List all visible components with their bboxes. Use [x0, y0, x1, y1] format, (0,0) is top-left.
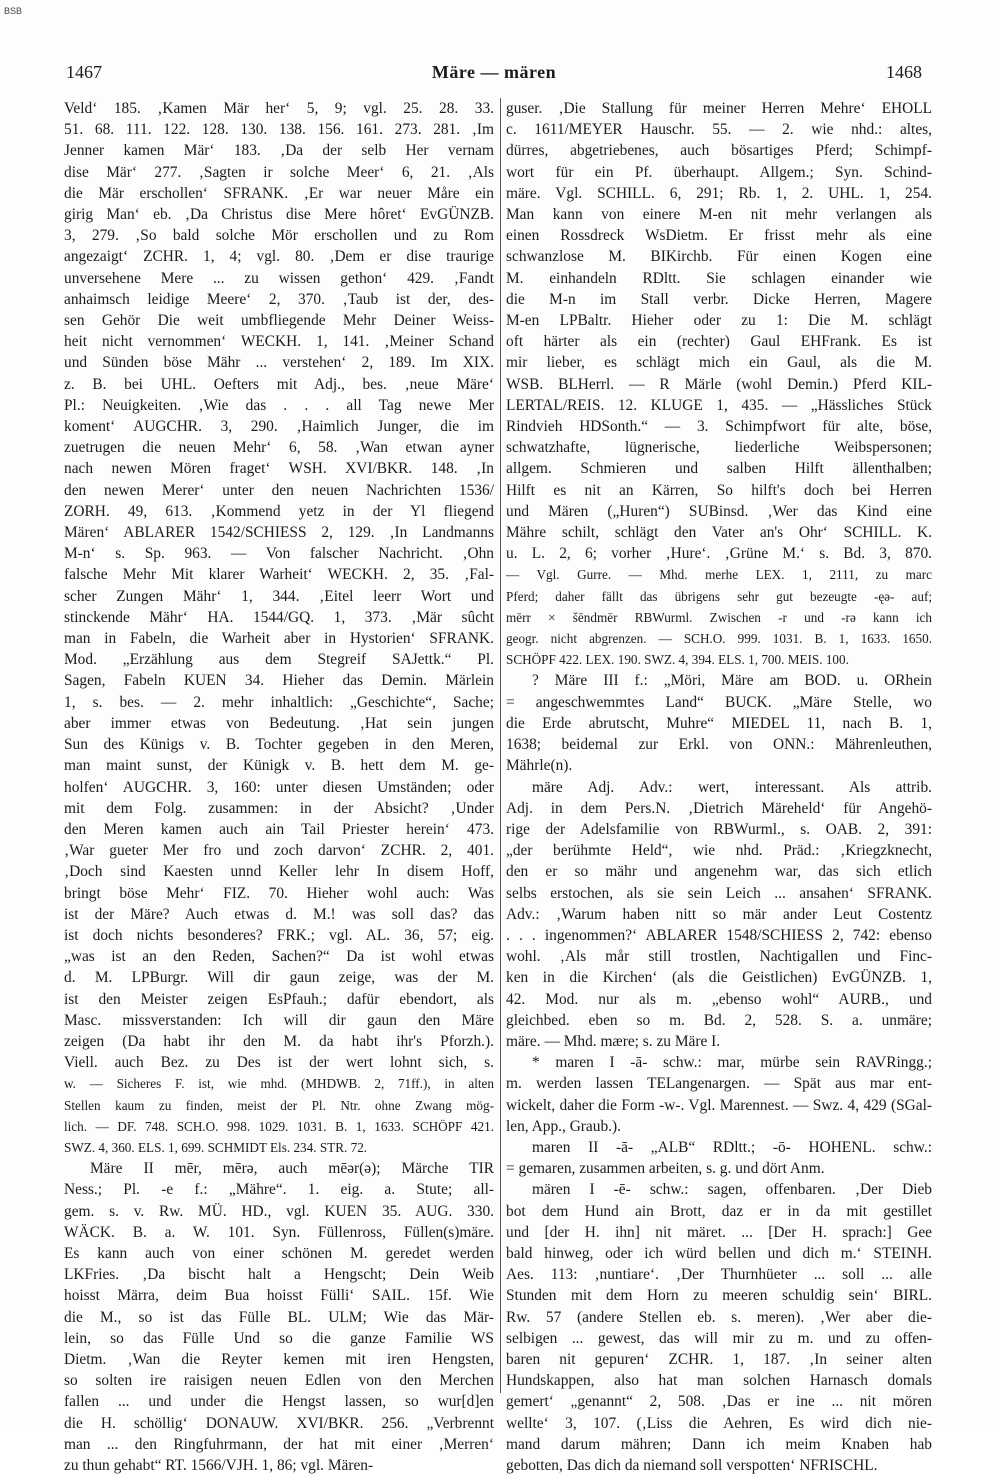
- text-line: angezaigt‘ ZCHR. 1, 4; vgl. 80. ‚Dem er dise traurige: [64, 248, 494, 266]
- text-line: m. werden lassen TELangenargen. — Spät aus mar ent-: [506, 1075, 932, 1093]
- text-line: die Erde abrutscht, Muhre“ MIEDEL 11, nach B. 1,: [506, 714, 932, 732]
- page-number-left: 1467: [66, 62, 102, 82]
- text-line: Dietm. ‚Wan die Reyter kemen mit iren Hengsten,: [64, 1350, 494, 1368]
- text-line: = angeschwemmtes Land“ BUCK. „Märe Stelle, wo: [506, 693, 932, 711]
- text-line: len, App., Graub.).: [506, 1117, 621, 1135]
- left-column: [64, 98, 494, 1474]
- text-line: die M-n im Stall verbr. Dicke Herren, Magere: [506, 290, 932, 308]
- text-line: bald hinweg, oder ich würd bellen und dich m.‘ STEINH.: [506, 1244, 932, 1262]
- text-line: den er so mähr und angenehm war, das sich etlich: [506, 863, 932, 881]
- text-line: bot dem Hund ain Brott, daz er in da mit gestillet: [506, 1202, 932, 1220]
- text-line: nach newen Mören fraget‘ WSH. XVI/BKR. 148. ‚In: [64, 460, 494, 478]
- text-line: mir lieber, es schlägt mich ein Gaul, als die M.: [506, 354, 932, 372]
- text-line: ist der Märe? Auch etwas d. M.! was soll das? das: [64, 905, 494, 923]
- text-line: zu thun gehabt“ RT. 1566/VJH. 1, 86; vgl. Mären-: [64, 1457, 374, 1474]
- text-line: die H. schöllig‘ DONAUW. XVI/BKR. 256. „Verbrennt: [64, 1414, 494, 1432]
- text-line: M-en LPBaltr. Hieher oder zu 1: Die M. schlägt: [506, 312, 932, 330]
- text-line: 3, 279. ‚So bald solche Mör erschollen und zu Rom: [64, 227, 494, 245]
- text-line: allgem. Schmieren und salben Hilft ällenthalben;: [506, 460, 932, 478]
- text-line: LKFries. ‚Da bischt halt a Hengscht; Dein Weib: [64, 1266, 494, 1284]
- text-line: wohl. ‚Als mår still trostlen, Nachtigallen und Finc-: [506, 948, 932, 966]
- text-line: ‚Doch sind Kaesten unnd Keller lehr In disem Hoff,: [64, 863, 494, 881]
- text-line: Jenner kamen Mär‘ 183. ‚Da der selb Her vernam: [64, 142, 494, 160]
- text-line: Man kann von einere M-en nit mehr verlangen als: [506, 206, 932, 224]
- text-line: Aes. 113: ‚nuntiare‘. ‚Der Thurnhüeter ... soll ... alle: [506, 1266, 932, 1284]
- text-line: märe. Vgl. SCHILL. 6, 291; Rb. 1, 2. UHL. 1, 254.: [506, 184, 932, 202]
- text-line: Veld‘ 185. ‚Kamen Mär her‘ 5, 9; vgl. 25. 28. 33.: [64, 100, 494, 117]
- text-line: scher Zungen Mähr‘ 1, 344. ‚Eitel leerr Wort und: [64, 587, 494, 605]
- text-line: * maren I -ā- schw.: mar, mürbe sein RAVRingg.;: [532, 1054, 932, 1072]
- text-line: — Vgl. Gurre. — Mhd. merhe LEX. 1, 2111, zu marc: [506, 567, 932, 583]
- text-line: schwanzlose M. BIKirchb. Für einen Kogen eine: [506, 248, 932, 266]
- text-line: z. B. bei UHL. Oefters mit Adj., bes. ‚neue Märe‘: [64, 375, 494, 393]
- text-line: maren II -ā- „ALB“ RDltt.; -ō- HOHENL. schw.:: [532, 1138, 932, 1156]
- text-line: „was ist an den Reden, Sachen?“ Da ist wohl etwas: [64, 948, 494, 966]
- text-line: w. — Sicheres F. ist, wie mhd. (MHDWB. 2, 71ff.), in alten: [64, 1076, 494, 1092]
- text-line: mand darum mähren; Dann ich meim Knaben hab: [506, 1435, 932, 1453]
- text-line: anhaimsch leidige Meere‘ 2, 370. ‚Taub ist der, des-: [64, 290, 494, 308]
- text-line: den Meren kamen auch ain Tail Priester herein‘ 473.: [64, 820, 494, 838]
- text-line: selbs erstochen, als sie sein Leich ... ansahen‘ SFRANK.: [506, 884, 932, 902]
- text-line: die M., so ist das Fülle BL. ULM; Wie das Mär-: [64, 1308, 494, 1326]
- text-line: lich. — DF. 748. SCH.O. 998. 1029. 1031. B. 1, 1633. SCHÖPF 421.: [64, 1118, 494, 1134]
- column-divider: [500, 98, 501, 1393]
- text-line: fallen ... und under die Hengst lassen, so wur[d]en: [64, 1393, 494, 1411]
- text-line: heit nicht vernommen‘ WECKH. 1, 141. ‚Meiner Schand: [64, 333, 494, 351]
- text-line: ist den Meister zeigen EsPfauh.; dafür ebendort, als: [64, 990, 494, 1008]
- text-line: Mod. „Erzählung aus dem Stegreif SAJettk.“ Pl.: [64, 651, 494, 669]
- text-line: gleichbed. eben so m. Bd. 2, 528. S. a. unmäre;: [506, 1011, 932, 1029]
- text-line: baren nit gepuren‘ ZCHR. 1, 187. ‚In seiner alten: [506, 1350, 932, 1368]
- page-header: [66, 62, 922, 88]
- text-line: Ness.; Pl. -e f.: „Mähre“. 1. eig. a. Stute; all-: [64, 1181, 494, 1199]
- text-line: Märe II mēr, mērə, auch mēər(ə); Märche TIR: [90, 1160, 494, 1178]
- text-line: Pferd; daher fällt das übrigens sehr gut bezeugte -ęə- auf;: [506, 588, 932, 604]
- text-line: märe Adj. Adv.: wert, interessant. Als attrib.: [532, 778, 932, 796]
- text-line: 1, s. bes. — 2. mehr inhaltlich: „Geschichte“, Sache;: [64, 693, 494, 711]
- text-line: Mährle(n).: [506, 757, 573, 775]
- text-line: holfen‘ AUGCHR. 3, 160: unter diesen Umständen; oder: [64, 778, 494, 796]
- text-line: bringt böse Mehr‘ FIZ. 70. Hieher wohl auch: Was: [64, 884, 494, 902]
- text-line: ken in die Kirchen‘ (als die Geistlichen) EvGÜNZB. 1,: [506, 969, 932, 987]
- text-line: zeigen (Da habt ihr den M. da habt ihr's Pforzh.).: [64, 1032, 494, 1050]
- text-line: wickelt, daher die Form -w-. Vgl. Marennest. — Swz. 4, 429 (SGal-: [506, 1096, 932, 1114]
- text-line: einen Rossdreck WsDietm. Er frisst mehr als eine: [506, 227, 932, 245]
- text-line: Rindvieh HDSonth.“ — 3. Schimpfwort für alte, böse,: [506, 418, 932, 436]
- text-line: Masc. missverstanden: Ich will dir gaun den Märe: [64, 1011, 494, 1029]
- text-line: d. M. LPBurgr. Will dir gaun zeige, was der M.: [64, 969, 494, 987]
- text-line: schwatzhafte, lügnerische, liederliche Weibspersonen;: [506, 439, 932, 457]
- text-line: 51. 68. 111. 122. 128. 130. 138. 156. 161. 273. 281. ‚Im: [64, 121, 494, 139]
- text-line: und Mären („Huren“) SUBinsd. ‚Wer das Kind eine: [506, 502, 932, 520]
- text-line: Pl.: Neuigkeiten. ‚Wie das . . . all Tag newe Mer: [64, 396, 494, 414]
- text-line: man in Fabeln, die Warheit aber in Hystorien‘ SFRANK.: [64, 630, 494, 648]
- text-line: aber immer etwas von Bedeutung. ‚Hat sein jungen: [64, 714, 494, 732]
- text-line: Sagen, Fabeln KUEN 34. Hieher das Demin. Märlein: [64, 672, 494, 690]
- text-line: 42. Mod. nur als m. „ebenso wohl“ AURB., und: [506, 990, 932, 1008]
- text-line: gemert‘ „genannt“ 2, 508. ‚Das er ine ... nit mören: [506, 1393, 932, 1411]
- text-line: Sun des Künigs v. B. Tochter gegeben in den Meren,: [64, 736, 494, 754]
- text-line: koment‘ AUGCHR. 3, 290. ‚Haimlich Junger, die im: [64, 418, 494, 436]
- text-line: Viell. auch Bez. zu Des ist der wert lohnt sich, s.: [64, 1054, 494, 1072]
- running-title: Märe — mären: [431, 62, 557, 82]
- text-line: wellte‘ 3, 107. (‚Liss die Aehren, Es wird dich nie-: [506, 1414, 932, 1432]
- library-mark: BSB: [4, 6, 23, 16]
- text-line: Mären‘ ABLARER 1542/SCHIESS 2, 129. ‚In Landmanns: [64, 524, 494, 542]
- text-line: mären I -ē- schw.: sagen, offenbaren. ‚Der Dieb: [532, 1181, 932, 1199]
- text-line: gem. s. v. Rw. MÜ. HD., vgl. KUEN 35. AUG. 330.: [64, 1202, 494, 1220]
- text-line: mit dem Folg. zusammen: in der Absicht? ‚Under: [64, 799, 494, 817]
- text-line: man ... den Ringfuhrmann, der hat mit einer ‚Merren‘: [64, 1435, 494, 1453]
- text-line: Rw. 57 (andere Stellen eb. s. meren). ‚Wer aber die-: [506, 1308, 932, 1326]
- text-line: M-n‘ s. Sp. 963. — Von falscher Nachricht. ‚Ohn: [64, 545, 494, 563]
- text-line: unversehene Mere ... zu wissen gethon‘ 429. ‚Fandt: [64, 269, 494, 287]
- text-line: dise Mär‘ 277. ‚Sagten ir solche Meer‘ 6, 21. ‚Als: [64, 163, 494, 181]
- text-line: SWZ. 4, 360. ELS. 1, 699. SCHMIDT Els. 234. STR. 72.: [64, 1139, 368, 1155]
- text-line: falsche Mehr Mit klarer Warheit‘ WECKH. 2, 35. ‚Fal-: [64, 566, 494, 584]
- text-line: . . . ingenommen?‘ ABLARER 1548/SCHIESS 2, 742: ebenso: [506, 926, 932, 944]
- text-line: die Mär erschollen‘ SFRANK. ‚Er war neuer Måre ein: [64, 184, 494, 202]
- text-line: geogr. nicht abgrenzen. — SCH.O. 999. 1031. B. 1, 1633. 1650.: [506, 631, 932, 647]
- text-line: ZORH. 49, 613. ‚Kommend yetz in der Yl fliegend: [64, 502, 494, 520]
- text-line: Hilft es nit an Kärren, So hilft's doch bei Herren: [506, 481, 932, 499]
- text-line: mērr × šēndmēr RBWurml. Zwischen -r und -rə kann ich: [506, 609, 932, 625]
- text-line: Es kann auch von einer schönen M. geredet werden: [64, 1244, 494, 1262]
- text-line: „der berühmte Held“, wie nhd. Präd.: ‚Kriegzknecht,: [506, 842, 932, 860]
- text-line: Stellen kaum zu finden, meist der Pl. Ntr. ohne Zwang mög-: [64, 1097, 494, 1113]
- page-number-right: 1468: [886, 62, 922, 82]
- text-line: sen Gehör Die weit umbfliegende Mehr Deiner Weiss-: [64, 312, 494, 330]
- text-line: märe. — Mhd. mære; s. zu Märe I.: [506, 1032, 721, 1050]
- text-line: und [der H. ihn] nit märet. ... [Der H. sprach:] Gee: [506, 1223, 932, 1241]
- text-line: WÄCK. B. a. W. 101. Syn. Füllenross, Füllen(s)märe.: [64, 1223, 494, 1241]
- text-line: c. 1611/MEYER Hauschr. 55. — 2. wie nhd.: altes,: [506, 121, 932, 139]
- text-line: man maint sunst, der Künigk v. B. hett dem M. ge-: [64, 757, 494, 775]
- right-column: [506, 98, 932, 1474]
- text-line: oft härter als ein (rechter) Gaul EHFrank. Es ist: [506, 333, 932, 351]
- text-line: rige der Adelsfamilie von RBWurml., s. OAB. 2, 391:: [506, 820, 932, 838]
- text-line: wort für ein Pf. überhaupt. Allgem.; Syn. Schind-: [506, 163, 932, 181]
- text-line: girig Man‘ eb. ‚Da Christus dise Mere hôret‘ EvGÜNZB.: [64, 206, 494, 224]
- text-line: Hundskappen, also hat man solchen Harnasch domals: [506, 1372, 932, 1390]
- text-line: Mähre schilt, schlägt den Vater an's Ohr‘ SCHILL. K.: [506, 524, 932, 542]
- text-line: ‚War gueter Mer fro und zoch darvon‘ ZCHR. 2, 401.: [64, 842, 494, 860]
- text-line: gebotten, Das dich da niemand soll verspotten‘ NFRISCHL.: [506, 1457, 878, 1474]
- text-line: selbigen ... gewest, das will mir zu m. und zu offen-: [506, 1329, 932, 1347]
- text-line: Adv.: ‚Warum haben nitt so mär ander Leut Costentz: [506, 905, 932, 923]
- text-line: u. L. 2, 6; vorher ‚Hure‘. ‚Grüne M.‘ s. Bd. 3, 870.: [506, 545, 932, 563]
- text-line: SCHÖPF 422. LEX. 190. SWZ. 4, 394. ELS. 1, 700. MEIS. 100.: [506, 652, 849, 668]
- text-line: dürres, abgetriebenes, auch bösartiges Pferd; Schimpf-: [506, 142, 932, 160]
- text-line: Stunden mit dem Horn zu meeren schuldig sein‘ BIRL.: [506, 1287, 932, 1305]
- text-line: M. einhandeln RDltt. Sie schlagen einander wie: [506, 269, 932, 287]
- text-line: Adj. in dem Pers.N. ‚Dietrich Märeheld‘ für Angehö-: [506, 799, 932, 817]
- text-line: so solten ire raisigen neuen Edlen von den Merchen: [64, 1372, 494, 1390]
- text-line: hoisst Märra, deim Bua hoisst Fülli‘ SAIL. 15f. Wie: [64, 1287, 494, 1305]
- text-line: LERTAL/REIS. 12. KLUGE 1, 435. — „Hässliches Stück: [506, 396, 932, 414]
- text-line: lein, so das Fülle Und so die ganze Familie WS: [64, 1329, 494, 1347]
- text-line: stinckende Mähr‘ HA. 1544/GQ. 1, 373. ‚Mär sûcht: [64, 608, 494, 626]
- text-line: den newen Merer‘ unter den neuen Nachrichten 1536/: [64, 481, 494, 499]
- text-line: ist doch nichts besonderes? FRK.; vgl. AL. 36, 57; eig.: [64, 926, 494, 944]
- text-line: guser. ‚Die Stallung für meiner Herren Mehre‘ EHOLL: [506, 100, 932, 117]
- text-line: = gemaren, zusammen arbeiten, s. g. und dört Anm.: [506, 1160, 825, 1178]
- text-line: 1638; beidemal zur Erkl. von ONN.: Mährenleuthen,: [506, 736, 932, 754]
- text-line: und Sünden böse Mähr ... verstehen‘ 2, 189. Im XIX.: [64, 354, 494, 372]
- text-line: zuetrugen die neuen Mehr‘ 6, 58. ‚Wan etwan ayner: [64, 439, 494, 457]
- text-line: ? Märe III f.: „Möri, Märe am BOD. u. ORhein: [532, 672, 932, 690]
- text-line: WSB. BLHerrl. — R Märle (wohl Demin.) Pferd KIL-: [506, 375, 932, 393]
